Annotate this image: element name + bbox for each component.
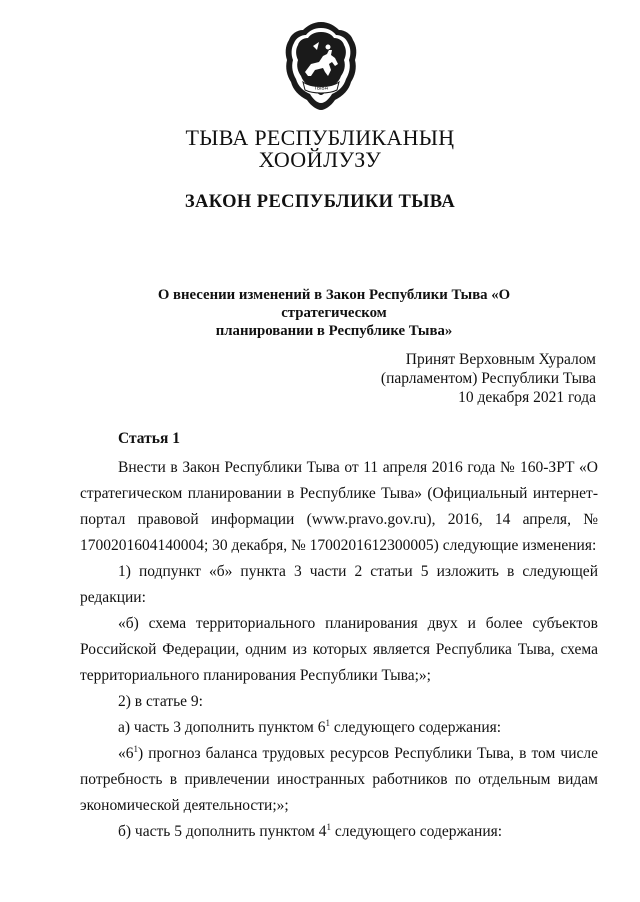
quote2-line1 xyxy=(80,741,598,767)
quote2-line1-after: ) прогноз баланса трудовых ресурсов Республики Тыва, в том числе xyxy=(138,745,598,762)
intro-line2: стратегическом планировании в Республике Тыва» (Официальный интернет- xyxy=(80,485,598,502)
intro-line3: портал правовой информации (www.pravo.gov.ru), 2016, 14 апреля, № xyxy=(80,511,598,528)
item1-line1: 1) подпункт «б» пункта 3 части 2 статьи 5 изложить в следующей xyxy=(118,563,598,580)
item2a-superscript: 1 xyxy=(325,718,330,728)
coat-of-arms-emblem xyxy=(283,20,359,112)
item2a-before: а) часть 3 дополнить пунктом 6 xyxy=(118,719,326,736)
item2b-after: следующего содержания: xyxy=(330,823,503,840)
item-1-paragraph xyxy=(80,559,598,611)
quote2-line2: потребность в привлечении иностранных работников по отдельным видам xyxy=(80,771,598,788)
quote-1-paragraph xyxy=(80,611,598,689)
law-subject-line1: О внесении изменений в Закон Республики Тыва «О стратегическом xyxy=(157,287,511,321)
article-heading: Статья 1 xyxy=(118,430,180,447)
header-law-word: ХООЙЛУЗУ xyxy=(258,147,382,172)
law-title: ЗАКОН РЕСПУБЛИКИ ТЫВА xyxy=(184,192,456,212)
article-intro-paragraph xyxy=(80,455,598,559)
item-2-paragraph: 2) в статье 9: xyxy=(118,693,203,710)
item2a-after: следующего содержания: xyxy=(329,719,502,736)
item1-line2: редакции: xyxy=(80,589,146,606)
item2b-before: б) часть 5 дополнить пунктом 4 xyxy=(118,823,327,840)
item2b-superscript: 1 xyxy=(326,822,331,832)
law-subject xyxy=(104,286,564,340)
item-2b-paragraph xyxy=(118,819,502,845)
intro-line1: Внести в Закон Республики Тыва от 11 апреля 2016 года № 160-ЗРТ «О xyxy=(118,459,598,476)
header-republic-name: ТЫВА РЕСПУБЛИКАНЫҢ xyxy=(185,125,455,150)
item-2a-paragraph xyxy=(118,715,501,741)
intro-line4: 1700201604140004; 30 декабря, № 1700201612300005) следующие изменения: xyxy=(80,537,597,554)
quote1-line3: территориального планирования Республики Тыва;»; xyxy=(80,667,431,684)
adoption-line1: Принят Верховным Хуралом xyxy=(405,351,596,368)
quote2-line1-before: «6 xyxy=(118,745,134,762)
law-subject-line2: планировании в Республике Тыва» xyxy=(215,323,453,339)
adoption-date: 10 декабря 2021 года xyxy=(458,389,596,406)
quote2-line3: экономической деятельности;»; xyxy=(80,797,289,814)
emblem-ribbon-text: ТЫВА xyxy=(313,85,329,92)
quote-2-paragraph xyxy=(80,741,598,819)
adoption-note xyxy=(381,350,596,407)
quote1-line1: «б) схема территориального планирования двух и более субъектов xyxy=(118,615,598,632)
quote2-superscript: 1 xyxy=(133,744,138,754)
quote1-line2: Российской Федерации, одним из которых является Республика Тыва, схема xyxy=(80,641,598,658)
adoption-line2: (парламентом) Республики Тыва xyxy=(380,370,596,387)
